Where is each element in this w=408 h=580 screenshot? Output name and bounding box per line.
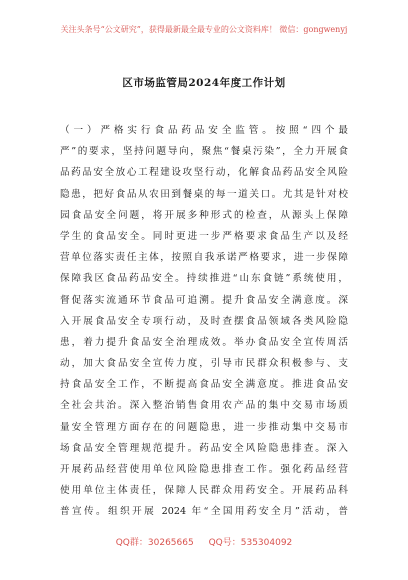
body-line: 患，着力提升食品安全治理成效。举办食品安全宣传周活 bbox=[60, 336, 348, 348]
body-line: 使用单位主体责任，保障人民群众用药安全。开展药品科 bbox=[60, 485, 348, 497]
body-line: 隐患，把好食品从农田到餐桌的每一道关口。尤其是针对校 bbox=[60, 188, 348, 200]
footer-qq-group: QQ群：30265665 bbox=[115, 538, 194, 548]
body-line: 持食品安全工作，不断提高食品安全满意度。推进食品安 bbox=[60, 379, 348, 391]
header-banner: 关注头条号“公文研究”，获得最新最全最专业的公文资料库！ 微信：gongwenyj bbox=[60, 25, 348, 34]
body-line: 督促落实流通环节食品可追溯。提升食品安全满意度。深 bbox=[60, 294, 348, 306]
page-title: 区市场监管局2024年度工作计划 bbox=[122, 77, 286, 89]
body-line: 学生的食品安全。同时更进一步严格要求食品生产以及经 bbox=[60, 230, 348, 242]
footer-contact bbox=[0, 535, 408, 548]
body-line: 开展药品经营使用单位风险隐患排查工作。强化药品经营 bbox=[60, 464, 348, 475]
body-line: 园食品安全问题，将开展多种形式的检查，从源头上保障 bbox=[60, 209, 348, 221]
body-line: 保障我区食品药品安全。持续推进“山东食链”系统使用， bbox=[60, 273, 348, 285]
body-line: 量安全管理方面存在的问题隐患，进一步推动集中交易市 bbox=[60, 421, 348, 433]
body-line: 普宣传。组织开展 2024 年“全国用药安全月”活动，普 bbox=[60, 506, 348, 518]
body-line: 动，加大食品安全宣传力度，引导市民群众积极参与、支 bbox=[60, 358, 348, 370]
body-line: 场食品安全管理规范提升。药品安全风险隐患排查。深入 bbox=[60, 442, 348, 454]
body-line: （一）严格实行食品药品安全监管。按照“四个最 bbox=[60, 125, 348, 136]
body-line: 全社会共治。深入整治销售食用农产品的集中交易市场质 bbox=[60, 400, 348, 412]
footer-qq-number: QQ号：535304092 bbox=[208, 538, 293, 548]
body-line: 营单位落实责任主体，按照自我承诺严格要求，进一步保障 bbox=[60, 252, 348, 264]
document-body bbox=[60, 120, 348, 523]
body-line: 品药品安全放心工程建设攻坚行动，化解食品药品安全风险 bbox=[60, 167, 348, 179]
body-line: 严”的要求，坚持问题导向，聚焦“餐桌污染”，全力开展食 bbox=[60, 146, 348, 158]
body-line: 入开展食品安全专项行动，及时查摆食品领域各类风险隐 bbox=[60, 315, 348, 327]
